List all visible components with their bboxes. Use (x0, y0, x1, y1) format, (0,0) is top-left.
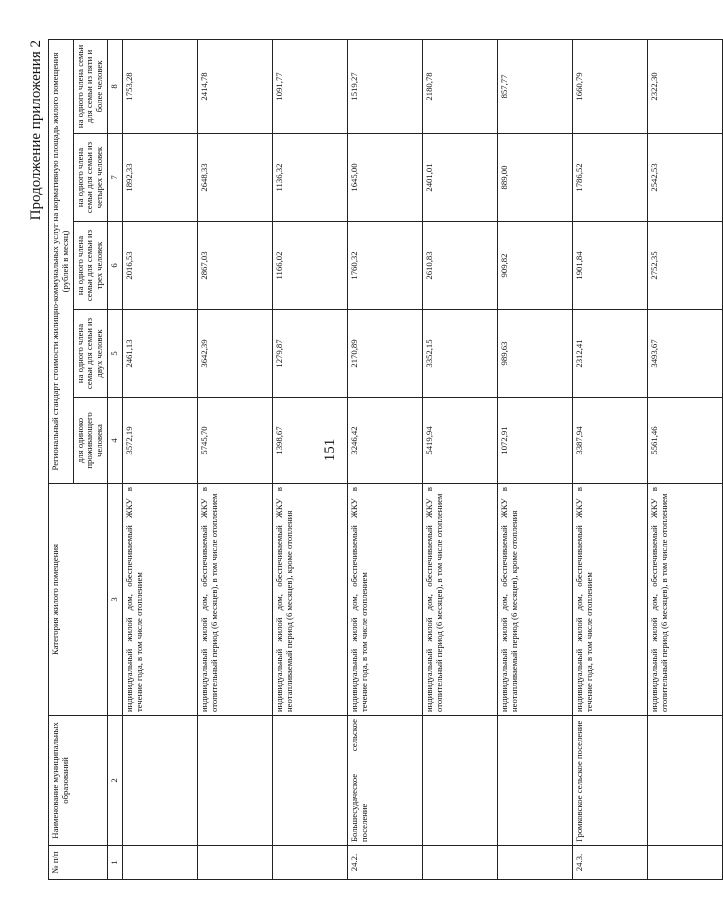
col-index: 4 (108, 398, 123, 484)
housing-category: индивидуальный жилой дом, обеспечиваемый ЖКУ в неотапливаемый период (6 месяцев), кроме отопления (272, 484, 347, 716)
table-row (422, 39, 497, 879)
table-row (647, 39, 722, 879)
housing-category: индивидуальный жилой дом, обеспечиваемый ЖКУ в течение года, в том числе отоплением (347, 484, 422, 716)
cost-value: 1760,32 (347, 222, 422, 310)
cost-value: 5561,46 (647, 398, 722, 484)
cost-value: 1398,67 (272, 398, 347, 484)
row-number: 24.3. (572, 846, 647, 880)
municipality-name (422, 716, 497, 846)
cost-value: 2312,41 (572, 310, 647, 398)
municipality-name (197, 716, 272, 846)
cost-value: 2461,13 (122, 310, 197, 398)
cost-value: 989,63 (497, 310, 572, 398)
cost-value: 1136,32 (272, 134, 347, 222)
table-row (347, 39, 422, 879)
col-index: 6 (108, 222, 123, 310)
row-number (497, 846, 572, 880)
cost-value: 1901,84 (572, 222, 647, 310)
cost-value: 1753,28 (122, 39, 197, 133)
cost-value: 2752,35 (647, 222, 722, 310)
table-row (197, 39, 272, 879)
municipality-name: Громковское сельское поселение (572, 716, 647, 846)
cost-value: 2170,89 (347, 310, 422, 398)
cost-value: 2401,01 (422, 134, 497, 222)
cost-value: 1786,52 (572, 134, 647, 222)
header-col8: на одного члена семьи для семьи из пяти и более человек (73, 39, 107, 133)
header-num: № п/п (49, 846, 108, 880)
cost-value: 2016,53 (122, 222, 197, 310)
cost-value: 3387,94 (572, 398, 647, 484)
cost-value: 1166,02 (272, 222, 347, 310)
cost-value: 1892,33 (122, 134, 197, 222)
cost-value: 857,77 (497, 39, 572, 133)
cost-value: 889,00 (497, 134, 572, 222)
row-number (122, 846, 197, 880)
cost-value: 2322,30 (647, 39, 722, 133)
cost-value: 3246,42 (347, 398, 422, 484)
table-row (122, 39, 197, 879)
table-row (572, 39, 647, 879)
page-number: 151 (322, 438, 338, 462)
cost-value: 3352,15 (422, 310, 497, 398)
municipality-name (497, 716, 572, 846)
municipality-name (647, 716, 722, 846)
cost-value: 5419,94 (422, 398, 497, 484)
cost-value: 2648,33 (197, 134, 272, 222)
cost-value: 1519,27 (347, 39, 422, 133)
rotated-sheet (28, 40, 669, 880)
appendix-title: Продолжение приложения 2 (28, 40, 44, 221)
cost-value: 3572,19 (122, 398, 197, 484)
col-index: 1 (108, 846, 123, 880)
col-index: 8 (108, 39, 123, 133)
header-col5: на одного члена семьи для семьи из двух человек (73, 310, 107, 398)
cost-value: 3642,39 (197, 310, 272, 398)
header-standard: Региональный стандарт стоимости жилищно-коммунальных услуг на нормативную площадь жилого помещения (рублей в месяц) (49, 39, 74, 483)
cost-value: 1091,77 (272, 39, 347, 133)
cost-value: 1645,00 (347, 134, 422, 222)
header-col4: для одиноко проживающего человека (73, 398, 107, 484)
col-index: 7 (108, 134, 123, 222)
housing-cost-table (48, 39, 723, 880)
cost-value: 2180,78 (422, 39, 497, 133)
municipality-name (122, 716, 197, 846)
cost-value: 1660,79 (572, 39, 647, 133)
row-number (647, 846, 722, 880)
cost-value: 1072,91 (497, 398, 572, 484)
col-index: 3 (108, 484, 123, 716)
cost-value: 909,82 (497, 222, 572, 310)
housing-category: индивидуальный жилой дом, обеспечиваемый ЖКУ в отопительный период (6 месяцев), в том числе отоплением (197, 484, 272, 716)
header-municipality: Наименование муниципальных образований (49, 716, 108, 846)
table-row (497, 39, 572, 879)
cost-value: 5745,70 (197, 398, 272, 484)
col-index: 2 (108, 716, 123, 846)
housing-category: индивидуальный жилой дом, обеспечиваемый ЖКУ в неотапливаемый период (6 месяцев), кроме отопления (497, 484, 572, 716)
row-number (272, 846, 347, 880)
cost-value: 2414,78 (197, 39, 272, 133)
housing-category: индивидуальный жилой дом, обеспечиваемый ЖКУ в течение года, в том числе отоплением (122, 484, 197, 716)
housing-category: индивидуальный жилой дом, обеспечиваемый ЖКУ в течение года, в том числе отоплением (572, 484, 647, 716)
header-category: Категория жилого помещения (49, 484, 108, 716)
cost-value: 3493,67 (647, 310, 722, 398)
row-number (197, 846, 272, 880)
row-number (422, 846, 497, 880)
cost-value: 1279,87 (272, 310, 347, 398)
cost-value: 2610,83 (422, 222, 497, 310)
municipality-name (272, 716, 347, 846)
header-col6: на одного члена семьи для семьи из трех человек (73, 222, 107, 310)
cost-value: 2867,03 (197, 222, 272, 310)
municipality-name: Большесудаческое сельское поселение (347, 716, 422, 846)
header-col7: на одного члена семьи для семьи из четырех человек (73, 134, 107, 222)
cost-value: 2542,53 (647, 134, 722, 222)
housing-category: индивидуальный жилой дом, обеспечиваемый ЖКУ в отопительный период (6 месяцев), в том числе отоплением (422, 484, 497, 716)
housing-category: индивидуальный жилой дом, обеспечиваемый ЖКУ в отопительный период (6 месяцев), в том числе отоплением (647, 484, 722, 716)
row-number: 24.2. (347, 846, 422, 880)
table-row (272, 39, 347, 879)
col-index: 5 (108, 310, 123, 398)
